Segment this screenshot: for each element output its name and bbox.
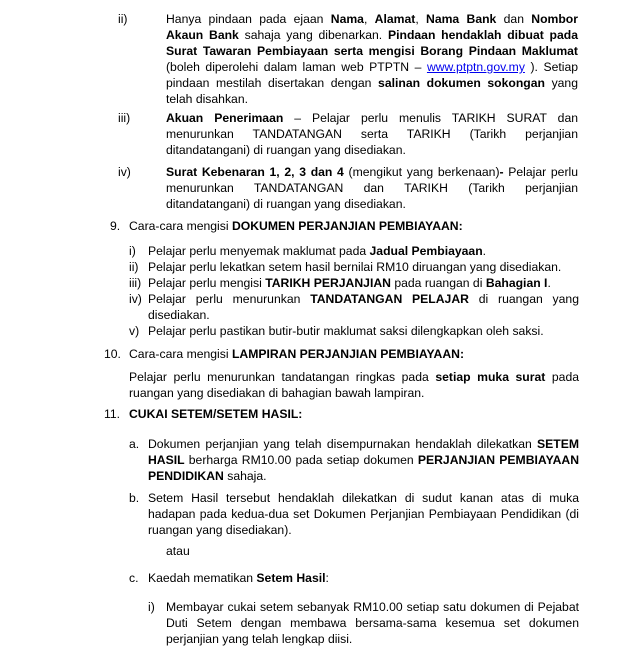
s11-c-label: c. xyxy=(129,571,139,585)
text: Kaedah mematikan xyxy=(148,571,257,585)
bold-text: setiap muka surat xyxy=(435,370,546,384)
s9-item-5-label: v) xyxy=(129,324,140,338)
bold-text: Surat Kebenaran 1, 2, 3 dan 4 xyxy=(166,165,344,179)
s9-item-4-text xyxy=(148,291,579,307)
text: Pelajar perlu mengisi xyxy=(148,276,266,290)
text: : xyxy=(325,571,329,585)
text: , xyxy=(363,12,375,26)
bold-text: LAMPIRAN PERJANJIAN PEMBIAYAAN: xyxy=(231,347,465,361)
text: sahaja yang dibenarkan. xyxy=(238,28,388,42)
bold-text: TANDATANGAN PELAJAR xyxy=(310,292,469,306)
text: Pelajar perlu lekatkan setem hasil bernilai RM10 diruangan yang disediakan. xyxy=(148,260,562,274)
s9-item-2-text xyxy=(148,259,561,275)
item-iii-label: iii) xyxy=(118,111,131,125)
s11-a-label: a. xyxy=(129,437,140,451)
text: Pelajar perlu pastikan butir-butir maklumat saksi dilengkapkan oleh saksi. xyxy=(148,324,544,338)
section-9-number: 9. xyxy=(110,219,121,233)
text: pada ruangan di xyxy=(390,276,486,290)
item-iv-label: iv) xyxy=(118,165,131,179)
text: Pelajar perlu menurunkan TANDATANGAN dan TARIKH (Tarikh perjanjian ditandatangani) di ruangan yang disediakan. xyxy=(166,165,578,211)
item-ii-text xyxy=(166,11,578,107)
s9-item-1-text xyxy=(148,243,486,259)
text: pada ruangan yang disediakan di bahagian bawah lampiran. xyxy=(129,370,580,400)
text: Pelajar perlu menyemak maklumat pada xyxy=(148,244,370,258)
text: Setem Hasil tersebut hendaklah dilekatkan di sudut kanan atas di muka hadapan pada kedua-dua set Dokumen Perjanjian Pembiayaan Pendidikan (di ruangan yang disediakan). xyxy=(148,491,579,537)
text: yang telah disahkan. xyxy=(166,76,578,106)
bold-text: - xyxy=(499,165,504,179)
bold-text: PERJANJIAN PEMBIAYAAN PENDIDIKAN xyxy=(148,453,579,483)
text: berharga RM10.00 pada setiap dokumen xyxy=(184,453,418,467)
bold-text: Nombor Akaun Bank xyxy=(166,12,578,42)
section-10-paragraph xyxy=(129,369,579,401)
text: Dokumen perjanjian yang telah disempurnakan hendaklah dilekatkan xyxy=(148,437,538,451)
bold-text: Alamat xyxy=(374,12,416,26)
text: Pelajar perlu menurunkan xyxy=(148,292,311,306)
s9-item-1-label: i) xyxy=(129,244,136,258)
section-10-heading xyxy=(129,346,464,362)
text: (boleh diperolehi dalam laman web PTPTN – xyxy=(166,60,427,74)
s9-item-2-label: ii) xyxy=(129,260,139,274)
text: di ruangan yang xyxy=(468,292,579,306)
bold-text: Nama xyxy=(330,12,364,26)
text: Pelajar perlu menurunkan tandatangan ringkas pada xyxy=(129,370,436,384)
text: Membayar cukai setem sebanyak RM10.00 setiap satu dokumen di Pejabat Duti Setem dengan membawa bersama-sama kesemua set dokumen perjanjian yang telah lengkap diisi. xyxy=(166,600,579,646)
text: sahaja. xyxy=(223,469,267,483)
s11-b-text xyxy=(148,490,579,538)
ptptn-website-link[interactable]: www.ptptn.gov.my xyxy=(426,60,525,74)
text: – Pelajar perlu menulis TARIKH SURAT dan menurunkan TANDATANGAN serta TARIKH (Tarikh perjanjian ditandatangani) di ruangan yang disediakan. xyxy=(166,111,579,157)
bold-text: Bahagian I xyxy=(485,276,548,290)
section-9-heading xyxy=(129,218,463,234)
s9-item-3-label: iii) xyxy=(129,276,142,290)
s11-b-label: b. xyxy=(129,491,140,505)
section-11-number: 11. xyxy=(104,407,121,421)
s9-item-3-text xyxy=(148,275,551,291)
text: . xyxy=(547,276,551,290)
s9-item-5-text xyxy=(148,323,544,339)
bold-text: CUKAI SETEM/SETEM HASIL: xyxy=(129,407,303,421)
text: ). Setiap pindaan mestilah disertakan dengan xyxy=(166,60,579,90)
s9-item-4-continuation: disediakan. xyxy=(148,308,210,322)
s11-a-text xyxy=(148,436,579,484)
bold-text: DOKUMEN PERJANJIAN PEMBIAYAAN: xyxy=(231,219,463,233)
section-11-heading xyxy=(129,406,302,422)
s11-c-i-text xyxy=(166,599,579,647)
text: Cara-cara mengisi xyxy=(129,219,232,233)
atau-text: atau xyxy=(166,544,190,558)
item-iii-text xyxy=(166,110,578,158)
bold-text: Pindaan hendaklah dibuat pada Surat Tawaran Pembiayaan serta mengisi Borang Pindaan Maklumat xyxy=(166,28,578,58)
text: (mengikut yang berkenaan) xyxy=(343,165,500,179)
bold-text: Nama Bank xyxy=(426,12,497,26)
text: , xyxy=(415,12,427,26)
item-ii-label: ii) xyxy=(118,12,128,26)
s11-c-i-label: i) xyxy=(148,600,155,614)
section-10-number: 10. xyxy=(104,347,121,361)
item-iv-text xyxy=(166,164,578,212)
text: . xyxy=(482,244,487,258)
bold-text: Akuan Penerimaan xyxy=(166,111,284,125)
bold-text: salinan dokumen sokongan xyxy=(378,76,545,90)
bold-text: TARIKH PERJANJIAN xyxy=(265,276,391,290)
s11-c-text xyxy=(148,570,329,586)
bold-text: Jadual Pembiayaan xyxy=(369,244,483,258)
text: Hanya pindaan pada ejaan xyxy=(166,12,331,26)
text: Cara-cara mengisi xyxy=(129,347,232,361)
text: dan xyxy=(496,12,532,26)
bold-text: SETEM HASIL xyxy=(148,437,579,467)
s9-item-4-label: iv) xyxy=(129,292,142,306)
bold-text: Setem Hasil xyxy=(256,571,326,585)
